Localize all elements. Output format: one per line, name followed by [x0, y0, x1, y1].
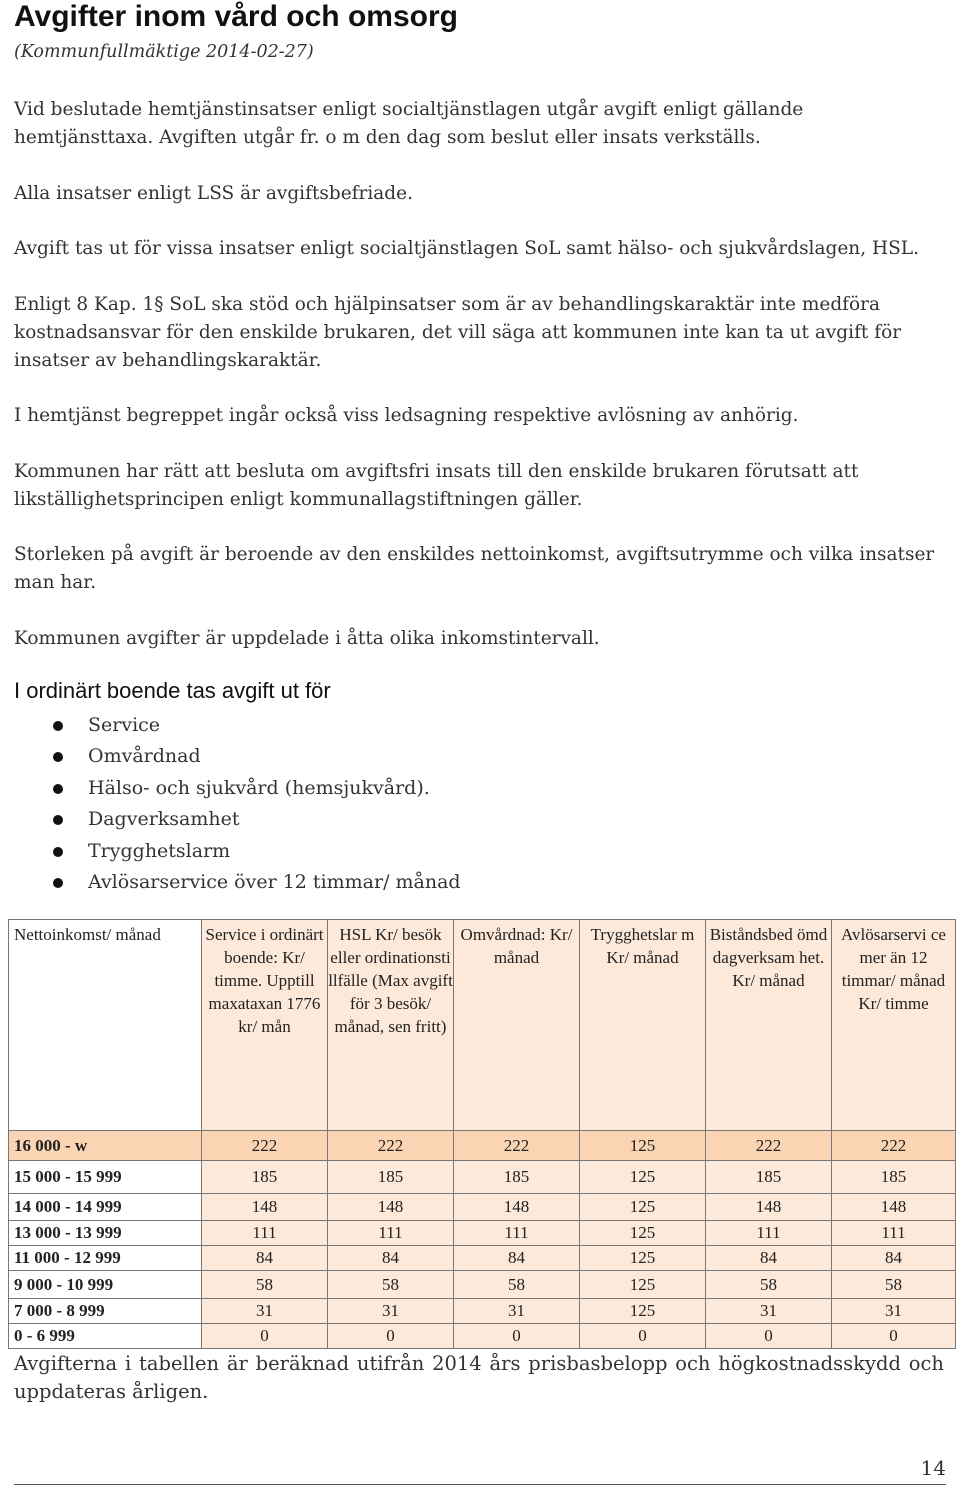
fee-cell: 0 [202, 1324, 328, 1349]
fee-cell: 148 [832, 1194, 956, 1221]
fee-cell: 111 [202, 1221, 328, 1246]
paragraph-intervall: Kommunen avgifter är uppdelade i åtta olika inkomstintervall. [14, 628, 600, 649]
fee-cell: 111 [706, 1221, 832, 1246]
service-list [0, 710, 461, 898]
fee-cell: 84 [328, 1246, 454, 1271]
fee-cell: 222 [454, 1131, 580, 1161]
fee-cell: 222 [328, 1131, 454, 1161]
column-header-omvardnad: Omvårdnad: Kr/ månad [454, 920, 580, 1131]
fee-cell: 58 [202, 1271, 328, 1299]
fee-cell: 0 [580, 1324, 706, 1349]
table-row [9, 1271, 956, 1299]
paragraph-behandling: Enligt 8 Kap. 1§ SoL ska stöd och hjälpinsatser som är av behandlingskaraktär inte medföra kostnadsansvar för den enskilde brukaren, det vill säga att kommunen inte kan ta ut avgift för insatser av behandlingskaraktär. [14, 294, 902, 371]
table-row [9, 1194, 956, 1221]
footer-divider [14, 1484, 946, 1485]
column-header-trygghetslarm: Trygghetslar m Kr/ månad [580, 920, 706, 1131]
fee-cell: 31 [706, 1299, 832, 1324]
table-row [9, 1324, 956, 1349]
fee-cell: 125 [580, 1246, 706, 1271]
list-item: Hälso- och sjukvård (hemsjukvård). [0, 773, 461, 804]
column-header-hsl: HSL Kr/ besök eller ordinationsti llfälle (Max avgift för 3 besök/ månad, sen fritt) [328, 920, 454, 1131]
fee-cell: 0 [454, 1324, 580, 1349]
fee-cell: 31 [454, 1299, 580, 1324]
list-item: Service [0, 710, 461, 741]
column-header-avlosarservice: Avlösarservi ce mer än 12 timmar/ månad Kr/ timme [832, 920, 956, 1131]
fee-cell: 125 [580, 1194, 706, 1221]
fee-cell: 222 [832, 1131, 956, 1161]
table-footnote: Avgifterna i tabellen är beräknad utifrån 2014 års prisbasbelopp och högkostnadsskydd och uppdateras årligen. [14, 1352, 944, 1403]
income-range-cell: 9 000 - 10 999 [9, 1271, 202, 1299]
income-range-cell: 0 - 6 999 [9, 1324, 202, 1349]
fee-cell: 222 [202, 1131, 328, 1161]
table-row [9, 1299, 956, 1324]
fee-cell: 125 [580, 1299, 706, 1324]
fee-cell: 125 [580, 1161, 706, 1194]
column-header-service: Service i ordinärt boende: Kr/ timme. Upptill maxataxan 1776 kr/ mån [202, 920, 328, 1131]
table-row [9, 1161, 956, 1194]
fee-cell: 125 [580, 1131, 706, 1161]
income-range-cell: 15 000 - 15 999 [9, 1161, 202, 1194]
column-header-nettoinkomst: Nettoinkomst/ månad [9, 920, 202, 1131]
fee-cell: 185 [454, 1161, 580, 1194]
fee-table [8, 919, 956, 1349]
fee-cell: 84 [454, 1246, 580, 1271]
table-row [9, 1246, 956, 1271]
fee-cell: 148 [454, 1194, 580, 1221]
table-row [9, 1131, 956, 1161]
fee-cell: 111 [328, 1221, 454, 1246]
fee-cell: 185 [832, 1161, 956, 1194]
list-item: Avlösarservice över 12 timmar/ månad [0, 867, 461, 898]
fee-cell: 0 [706, 1324, 832, 1349]
fee-cell: 185 [202, 1161, 328, 1194]
table-row [9, 1221, 956, 1246]
list-item: Omvårdnad [0, 741, 461, 772]
paragraph-lss: Alla insatser enligt LSS är avgiftsbefriade. [14, 183, 413, 204]
fee-cell: 148 [328, 1194, 454, 1221]
list-item: Trygghetslarm [0, 836, 461, 867]
page-title: Avgifter inom vård och omsorg [14, 0, 458, 33]
bullet-icon [53, 721, 63, 731]
page-number: 14 [920, 1456, 946, 1480]
paragraph-avgiftsfri: Kommunen har rätt att besluta om avgiftsfri insats till den enskilde brukaren förutsatt att likställighetsprincipen enligt kommunallagstiftningen gäller. [14, 461, 859, 510]
paragraph-ledsagning: I hemtjänst begreppet ingår också viss ledsagning respektive avlösning av anhörig. [14, 405, 799, 426]
paragraph-sol-hsl: Avgift tas ut för vissa insatser enligt socialtjänstlagen SoL samt hälso- och sjukvårdslagen, HSL. [14, 238, 919, 259]
fee-cell: 125 [580, 1271, 706, 1299]
list-item: Dagverksamhet [0, 804, 461, 835]
bullet-icon [53, 784, 63, 794]
paragraph-hemtjanst: Vid beslutade hemtjänstinsatser enligt socialtjänstlagen utgår avgift enligt gällande hemtjänsttaxa. Avgiften utgår fr. o m den dag som beslut eller insats verkställs. [14, 99, 804, 148]
fee-cell: 31 [202, 1299, 328, 1324]
bullet-icon [53, 752, 63, 762]
bullet-icon [53, 815, 63, 825]
fee-cell: 84 [832, 1246, 956, 1271]
income-range-cell: 7 000 - 8 999 [9, 1299, 202, 1324]
fee-cell: 0 [328, 1324, 454, 1349]
fee-cell: 148 [706, 1194, 832, 1221]
fee-cell: 185 [328, 1161, 454, 1194]
income-range-cell: 11 000 - 12 999 [9, 1246, 202, 1271]
fee-cell: 0 [832, 1324, 956, 1349]
fee-cell: 58 [328, 1271, 454, 1299]
income-range-cell: 13 000 - 13 999 [9, 1221, 202, 1246]
column-header-dagverksamhet: Biståndsbed ömd dagverksam het. Kr/ månad [706, 920, 832, 1131]
section-heading: I ordinärt boende tas avgift ut för [14, 678, 331, 703]
bullet-icon [53, 878, 63, 888]
paragraph-storlek: Storleken på avgift är beroende av den enskildes nettoinkomst, avgiftsutrymme och vilka insatser man har. [14, 544, 935, 593]
page-subtitle: (Kommunfullmäktige 2014-02-27) [14, 42, 314, 62]
fee-cell: 31 [328, 1299, 454, 1324]
fee-cell: 58 [706, 1271, 832, 1299]
income-range-cell: 16 000 - w [9, 1131, 202, 1161]
fee-cell: 84 [706, 1246, 832, 1271]
fee-cell: 222 [706, 1131, 832, 1161]
fee-cell: 58 [832, 1271, 956, 1299]
fee-cell: 111 [832, 1221, 956, 1246]
fee-cell: 84 [202, 1246, 328, 1271]
fee-cell: 125 [580, 1221, 706, 1246]
fee-cell: 58 [454, 1271, 580, 1299]
fee-cell: 111 [454, 1221, 580, 1246]
fee-cell: 185 [706, 1161, 832, 1194]
income-range-cell: 14 000 - 14 999 [9, 1194, 202, 1221]
fee-cell: 31 [832, 1299, 956, 1324]
bullet-icon [53, 847, 63, 857]
fee-cell: 148 [202, 1194, 328, 1221]
